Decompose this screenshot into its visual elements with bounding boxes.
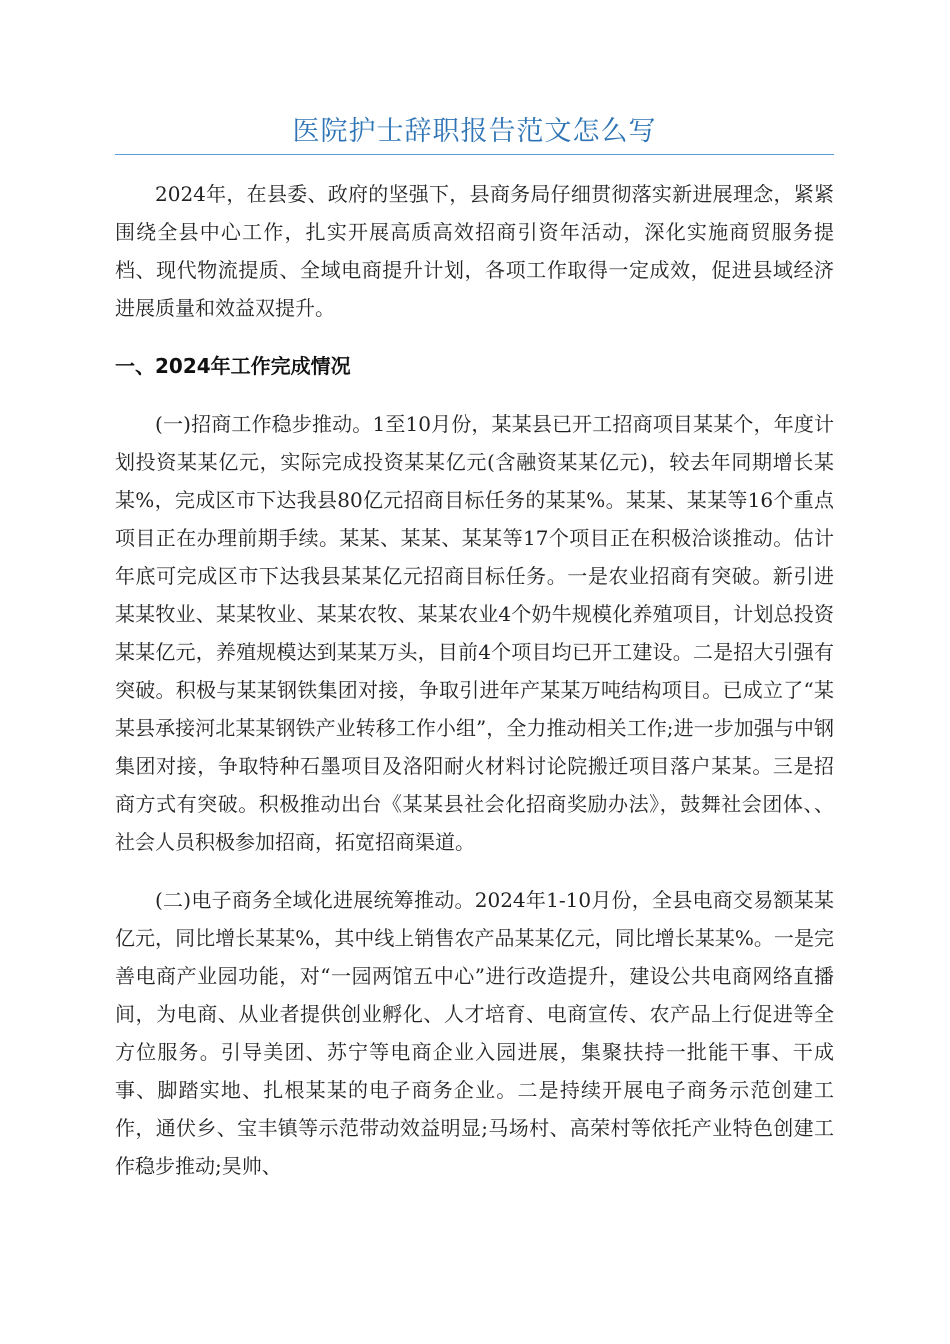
- section-heading: 一、2024年工作完成情况: [115, 354, 351, 378]
- document-page: [115, 110, 834, 1185]
- section-paragraph-ecommerce: (二)电子商务全域化进展统筹推动。2024年1-10月份，全县电商交易额某某亿元，同比增长某某%，其中线上销售农产品某某亿元，同比增长某某%。一是完善电商产业园功能，对“一园两馆五中心”进行改造提升，建设公共电商网络直播间，为电商、从业者提供创业孵化、人才培育、电商宣传、农产品上行促进等全方位服务。引导美团、苏宁等电商企业入园进展，集聚扶持一批能干事、干成事、脚踏实地、扎根某某的电子商务企业。二是持续开展电子商务示范创建工作，通伏乡、宝丰镇等示范带动效益明显;马场村、高荣村等依托产业特色创建工作稳步推动;昊帅、: [115, 888, 834, 1178]
- title-underline: [115, 154, 834, 155]
- intro-paragraph: 2024年，在县委、政府的坚强下，县商务局仔细贯彻落实新进展理念，紧紧围绕全县中心工作，扎实开展高质高效招商引资年活动，深化实施商贸服务提档、现代物流提质、全域电商提升计划，各项工作取得一定成效，促进县域经济进展质量和效益双提升。: [115, 182, 834, 320]
- document-title: 医院护士辞职报告范文怎么写: [292, 116, 657, 147]
- section-paragraph-investment: (一)招商工作稳步推动。1至10月份，某某县已开工招商项目某某个，年度计划投资某某亿元，实际完成投资某某亿元(含融资某某亿元)，较去年同期增长某某%，完成区市下达我县80亿元招商目标任务的某某%。某某、某某等16个重点项目正在办理前期手续。某某、某某、某某等17个项目正在积极洽谈推动。估计年底可完成区市下达我县某某亿元招商目标任务。一是农业招商有突破。新引进某某牧业、某某牧业、某某农牧、某某农业4个奶牛规模化养殖项目，计划总投资某某亿元，养殖规模达到某某万头，目前4个项目均已开工建设。二是招大引强有突破。积极与某某钢铁集团对接，争取引进年产某某万吨结构项目。已成立了“某某县承接河北某某钢铁产业转移工作小组”，全力推动相关工作;进一步加强与中钢集团对接，争取特种石墨项目及洛阳耐火材料讨论院搬迁项目落户某某。三是招商方式有突破。积极推动出台《某某县社会化招商奖励办法》，鼓舞社会团体、、社会人员积极参加招商，拓宽招商渠道。: [115, 412, 834, 854]
